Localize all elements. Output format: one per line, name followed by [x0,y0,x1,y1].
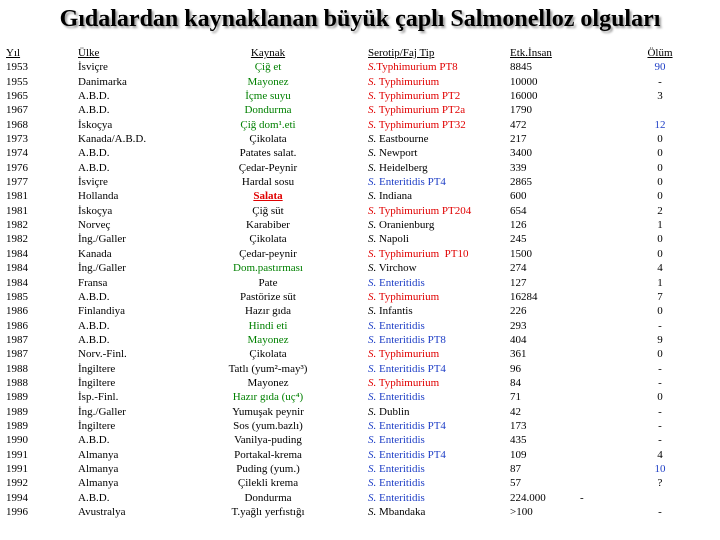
serotype-name: Oranienburg [376,219,435,232]
country-cell: A.B.D. [78,290,110,303]
source-cell: Mayonez [247,75,289,88]
serotype-name: Typhimurium PT10 [376,247,469,260]
ill-cell: >100 [510,506,533,518]
serotype-name: Typhimurium PT204 [376,204,472,217]
death-cell: 7 [657,290,663,303]
death-cell: 0 [657,190,663,203]
serotype-name: Newport [376,147,418,160]
serotype-cell [368,319,508,333]
death-cell: - [658,362,662,375]
serotype-name: Typhimurium PT32 [376,118,466,131]
source-cell: Çikolata [249,348,287,361]
country-cell: İng./Galler [78,405,126,418]
serotype-name: Enteritidis [376,434,425,447]
serotype-name: Typhimurium [376,376,440,389]
serotype-cell [368,146,508,160]
species-abbrev: S. [368,75,377,88]
serotype-name: Typhimurium PT2 [376,90,461,103]
death-cell: 0 [657,147,663,160]
death-cell: - [658,376,662,389]
death-cell: - [658,405,662,418]
serotype-name: Enteritidis [376,276,425,289]
species-abbrev: S. [368,419,377,432]
year-cell: 1992 [6,477,28,490]
ill-cell: 57 [510,477,521,490]
ill-cell: 404 [510,333,527,346]
death-cell: 0 [657,348,663,361]
species-abbrev: S. [368,118,377,131]
year-cell: 1955 [6,75,28,88]
death-cell: 1 [657,219,663,232]
source-cell: Çedar-peynir [239,247,297,260]
source-cell: T.yağlı yerfıstığı [231,506,305,518]
species-abbrev: S. [368,491,377,504]
year-header: Yıl [6,47,21,59]
death-cell: 0 [657,133,663,146]
ill-cell: 3400 [510,147,532,160]
country-cell: Norveç [78,219,111,232]
country-cell: A.B.D. [78,434,110,447]
ill-cell: 109 [510,448,527,461]
serotype-cell [368,476,508,490]
source-cell: Mayonez [247,376,289,389]
year-cell: 1976 [6,161,28,174]
year-cell: 1953 [6,61,28,74]
source-cell: Puding (yum.) [236,462,300,475]
death-cell: ? [657,477,663,490]
serotype-cell [368,491,508,505]
ill-cell: 71 [510,391,521,404]
source-cell: Dondurma [244,104,292,117]
ill-cell: 224.000 [510,491,546,504]
source-header: Kaynak [250,47,286,59]
serotype-cell [368,505,508,519]
year-cell: 1985 [6,290,28,303]
ill-cell: 96 [510,362,521,375]
source-cell: Hazır gıda [244,305,292,318]
serotype-cell [368,462,508,476]
death-cell: 2 [657,204,663,217]
country-cell: Almanya [78,448,119,461]
year-cell: 1986 [6,319,28,332]
serotype-name: Typhimurium [376,290,440,303]
ill-cell: 16284 [510,290,538,303]
ill-cell: 435 [510,434,527,447]
death-cell: 90 [654,61,666,74]
serotype-cell [368,419,508,433]
ill-cell: 127 [510,276,527,289]
serotype-cell [368,118,508,132]
ill-cell: 245 [510,233,527,246]
country-cell: A.B.D. [78,90,110,103]
death-cell: 10 [654,462,666,475]
ill-cell: 42 [510,405,521,418]
year-cell: 1989 [6,419,28,432]
year-cell: 1981 [6,190,28,203]
serotype-cell [368,261,508,275]
death-cell: - [658,319,662,332]
source-cell: Karabiber [246,219,290,232]
species-abbrev: S. [368,376,377,389]
serotype-name: Enteritidis PT4 [376,176,446,189]
country-cell: İngiltere [78,362,116,375]
species-abbrev: S. [368,219,377,232]
species-abbrev: S. [368,448,377,461]
source-cell: Çikolata [249,233,287,246]
source-cell: Dom.pastırması [233,262,303,275]
ill-cell: 293 [510,319,527,332]
source-cell: Hindi eti [248,319,288,332]
ill-cell: 361 [510,348,527,361]
country-cell: İngiltere [78,376,116,389]
ill-cell: 84 [510,376,521,389]
source-cell: Yumuşak peynir [232,405,304,418]
source-cell: Tatlı (yum²-may³) [228,362,308,375]
ill-cell: 600 [510,190,527,203]
serotype-cell [368,433,508,447]
source-cell: Pate [258,276,278,289]
year-cell: 1991 [6,462,28,475]
serotype-cell [368,376,508,390]
serotype-cell [368,103,508,117]
year-cell: 1994 [6,491,28,504]
ill-cell: 1500 [510,247,532,260]
serotype-cell [368,347,508,361]
serotype-cell [368,204,508,218]
source-cell: Portakal-krema [234,448,302,461]
ill-cell: 217 [510,133,527,146]
country-cell: A.B.D. [78,147,110,160]
ill-cell: 8845 [510,61,532,74]
country-cell: Hollanda [78,190,119,203]
death-cell [630,491,690,505]
death-cell: - [658,434,662,447]
species-abbrev: S. [368,262,377,275]
species-abbrev: S. [368,290,377,303]
serotype-name: Napoli [376,233,409,246]
source-cell: Salata [253,190,283,203]
year-cell: 1968 [6,118,28,131]
serotype-cell [368,390,508,404]
source-cell: Çiğ dom¹.eti [240,118,296,131]
death-cell: 9 [657,333,663,346]
serotype-name: Enteritidis PT8 [376,333,446,346]
country-cell: Almanya [78,462,119,475]
extra-dash: - [580,492,584,504]
country-cell: Avustralya [78,506,126,518]
serotype-name: Typhimurium PT2a [376,104,466,117]
source-cell: Mayonez [247,333,289,346]
species-abbrev: S. [368,276,377,289]
country-cell: Danimarka [78,75,127,88]
serotype-cell [368,89,508,103]
species-abbrev: S. [368,434,377,447]
serotype-name: Heidelberg [376,161,428,174]
serotype-cell [368,333,508,347]
serotype-cell [368,132,508,146]
country-cell: Finlandiya [78,305,126,318]
ill-cell: 173 [510,419,527,432]
serotype-name: Enteritidis [376,391,425,404]
serotype-name: Enteritidis [376,319,425,332]
serotype-cell [368,247,508,261]
source-cell: Patates salat. [239,147,297,160]
serotype-name: Enteritidis PT4 [376,419,446,432]
year-cell: 1984 [6,247,28,260]
death-cell [630,103,690,117]
country-cell: İng./Galler [78,262,126,275]
serotype-cell [368,218,508,232]
year-cell: 1990 [6,434,28,447]
ill-cell: 126 [510,219,527,232]
year-cell: 1982 [6,233,28,246]
source-cell: Vanilya-puding [234,434,302,447]
serotype-cell [368,75,508,89]
serotype-name: Indiana [376,190,412,203]
species-abbrev: S. [368,333,377,346]
species-abbrev: S. [368,506,377,518]
serotype-name: Enteritidis [376,491,425,504]
death-cell: - [658,419,662,432]
serotype-header: Serotip/Faj Tip [368,47,435,59]
death-cell: 0 [657,391,663,404]
country-cell: A.B.D. [78,161,110,174]
source-cell: İçme suyu [245,90,291,103]
ill-header: Etk.İnsan [510,47,552,59]
source-cell: Hazır gıda (uç⁴) [232,391,304,404]
source-cell: Çilekli krema [237,477,299,490]
year-cell: 1982 [6,219,28,232]
year-column [6,46,46,519]
species-abbrev: S. [368,104,377,117]
species-abbrev: S. [368,147,377,160]
ill-cell: 274 [510,262,527,275]
year-cell: 1988 [6,376,28,389]
year-cell: 1967 [6,104,28,117]
species-abbrev: S. [368,247,377,260]
country-cell: A.B.D. [78,491,110,504]
species-abbrev: S. [368,176,377,189]
year-cell: 1977 [6,176,28,189]
serotype-cell [368,161,508,175]
ill-column [510,46,570,519]
country-cell: Almanya [78,477,119,490]
year-cell: 1989 [6,405,28,418]
serotype-cell [368,448,508,462]
death-header: Ölüm [647,47,673,59]
ill-cell: 1790 [510,104,532,117]
ill-cell: 2865 [510,176,532,189]
species-abbrev: S. [368,90,377,103]
country-cell: İsviçre [78,176,108,189]
species-abbrev: S. [368,61,377,74]
serotype-name: Typhimurium [376,75,440,88]
death-cell: - [658,506,662,518]
country-cell: Kanada/A.B.D. [78,133,147,146]
death-column [630,46,690,519]
death-cell: 0 [657,305,663,318]
ill-cell: 339 [510,161,527,174]
species-abbrev: S. [368,348,377,361]
serotype-cell [368,304,508,318]
death-cell: 4 [657,262,663,275]
country-cell: İsp.-Finl. [78,391,119,404]
serotype-name: Dublin [376,405,410,418]
species-abbrev: S. [368,362,377,375]
source-cell: Hardal sosu [241,176,295,189]
species-abbrev: S. [368,391,377,404]
year-cell: 1965 [6,90,28,103]
ill-cell: 87 [510,462,521,475]
species-abbrev: S. [368,233,377,246]
serotype-cell [368,290,508,304]
serotype-name: Enteritidis PT4 [376,362,446,375]
ill-cell: 226 [510,305,527,318]
species-abbrev: S. [368,133,377,146]
country-cell: A.B.D. [78,333,110,346]
year-cell: 1987 [6,333,28,346]
year-cell: 1988 [6,362,28,375]
species-abbrev: S. [368,190,377,203]
country-cell: A.B.D. [78,104,110,117]
serotype-cell [368,60,508,74]
death-cell: 0 [657,247,663,260]
source-cell: Çiğ süt [252,204,284,217]
ill-cell: 10000 [510,75,538,88]
serotype-column [368,46,508,519]
source-cell: Çiğ et [254,61,282,74]
country-header: Ülke [78,47,100,59]
species-abbrev: S. [368,161,377,174]
death-cell: 0 [657,176,663,189]
serotype-cell [368,405,508,419]
species-abbrev: S. [368,204,377,217]
country-cell: Norv.-Finl. [78,348,127,361]
serotype-name: Enteritidis [376,477,425,490]
serotype-cell [368,276,508,290]
ill-cell: 472 [510,118,527,131]
year-cell: 1973 [6,133,28,146]
country-cell: İngiltere [78,419,116,432]
source-cell: Dondurma [244,491,292,504]
country-cell: Kanada [78,247,112,260]
source-cell: Sos (yum.bazlı) [233,419,303,432]
death-cell: - [658,75,662,88]
year-cell: 1974 [6,147,28,160]
serotype-name: Virchow [376,262,417,275]
death-cell: 3 [657,90,663,103]
ill-cell: 16000 [510,90,538,103]
serotype-cell [368,362,508,376]
source-column [212,46,324,519]
ill-cell: 654 [510,204,527,217]
slide-title: Gıdalardan kaynaklanan büyük çaplı Salmonelloz olguları [59,6,661,32]
year-cell: 1984 [6,276,28,289]
death-cell: 4 [657,448,663,461]
source-cell: Çedar-Peynir [238,161,298,174]
death-cell: 0 [657,161,663,174]
source-cell: Pastörize süt [240,290,296,303]
year-cell: 1989 [6,391,28,404]
death-cell: 1 [657,276,663,289]
serotype-cell [368,175,508,189]
country-cell: İng./Galler [78,233,126,246]
year-cell: 1987 [6,348,28,361]
country-cell: Fransa [78,276,108,289]
country-column [78,46,188,519]
serotype-name: Enteritidis [376,462,425,475]
year-cell: 1984 [6,262,28,275]
death-cell: 12 [654,118,666,131]
year-cell: 1991 [6,448,28,461]
serotype-cell [368,189,508,203]
serotype-name: Infantis [376,305,413,318]
death-cell: 0 [657,233,663,246]
species-abbrev: S. [368,319,377,332]
serotype-name: Mbandaka [376,506,426,518]
serotype-name: Typhimurium [376,348,440,361]
species-abbrev: S. [368,305,377,318]
year-cell: 1986 [6,305,28,318]
country-cell: A.B.D. [78,319,110,332]
country-cell: İskoçya [78,118,113,131]
serotype-name: Eastbourne [376,133,429,146]
species-abbrev: S. [368,477,377,490]
serotype-cell [368,232,508,246]
country-cell: İskoçya [78,204,113,217]
year-cell: 1996 [6,506,28,518]
species-abbrev: S. [368,462,377,475]
serotype-name: Enteritidis PT4 [376,448,446,461]
country-cell: İsviçre [78,61,108,74]
year-cell: 1981 [6,204,28,217]
species-abbrev: S. [368,405,377,418]
source-cell: Çikolata [249,133,287,146]
serotype-name: Typhimurium PT8 [376,61,458,74]
